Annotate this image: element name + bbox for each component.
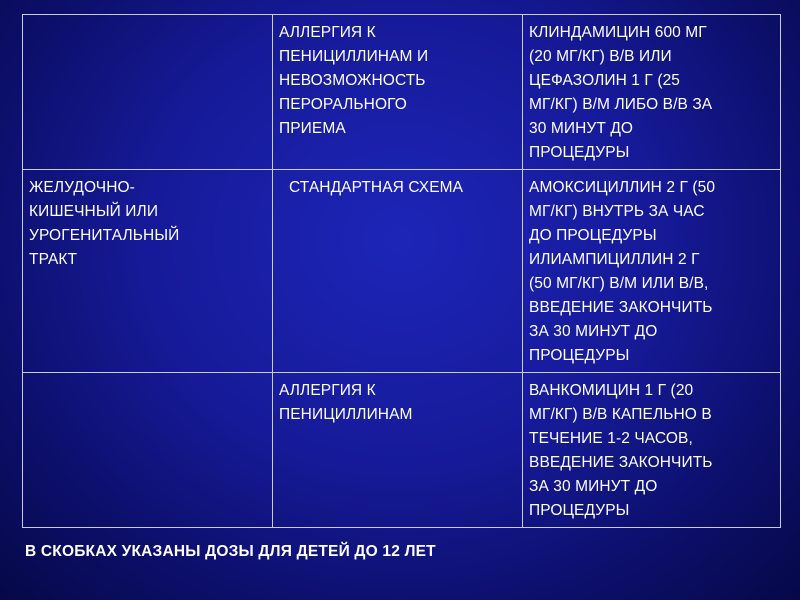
table-cell-condition (273, 373, 523, 528)
table-cell-procedure (23, 373, 273, 528)
table-cell-regimen (523, 373, 781, 528)
cell-text: ЖЕЛУДОЧНО- КИШЕЧНЫЙ ИЛИ УРОГЕНИТАЛЬНЫЙ ТРАКТ (29, 179, 180, 268)
cell-text: АМОКСИЦИЛЛИН 2 Г (50 МГ/КГ) ВНУТРЬ ЗА ЧАС ДО ПРОЦЕДУРЫ ИЛИАМПИЦИЛЛИН 2 Г (50 МГ/КГ) В/М ИЛИ В/В, ВВЕДЕНИЕ ЗАКОНЧИТЬ ЗА 30 МИНУТ ДО ПРОЦЕДУРЫ (529, 179, 716, 364)
footnote: В СКОБКАХ УКАЗАНЫ ДОЗЫ ДЛЯ ДЕТЕЙ ДО 12 ЛЕТ (25, 543, 436, 560)
table-cell-condition (273, 170, 523, 373)
table-cell-condition (273, 15, 523, 170)
cell-text: СТАНДАРТНАЯ СХЕМА (289, 179, 464, 196)
cell-text: КЛИНДАМИЦИН 600 МГ (20 МГ/КГ) В/В ИЛИ ЦЕФАЗОЛИН 1 Г (25 МГ/КГ) В/М ЛИБО В/В ЗА 30 МИНУТ ДО ПРОЦЕДУРЫ (529, 24, 713, 161)
cell-text: АЛЛЕРГИЯ К ПЕНИЦИЛЛИНАМ И НЕВОЗМОЖНОСТЬ ПЕРОРАЛЬНОГО ПРИЕМА (279, 24, 429, 137)
table-cell-procedure (23, 170, 273, 373)
table-cell-regimen (523, 15, 781, 170)
prophylaxis-table (22, 14, 781, 528)
table-cell-procedure (23, 15, 273, 170)
table-row (23, 373, 781, 528)
table-cell-regimen (523, 170, 781, 373)
table-row (23, 170, 781, 373)
table-row (23, 15, 781, 170)
cell-text: АЛЛЕРГИЯ К ПЕНИЦИЛЛИНАМ (279, 382, 413, 423)
cell-text: ВАНКОМИЦИН 1 Г (20 МГ/КГ) В/В КАПЕЛЬНО В ТЕЧЕНИЕ 1-2 ЧАСОВ, ВВЕДЕНИЕ ЗАКОНЧИТЬ ЗА 30 МИНУТ ДО ПРОЦЕДУРЫ (529, 382, 713, 519)
